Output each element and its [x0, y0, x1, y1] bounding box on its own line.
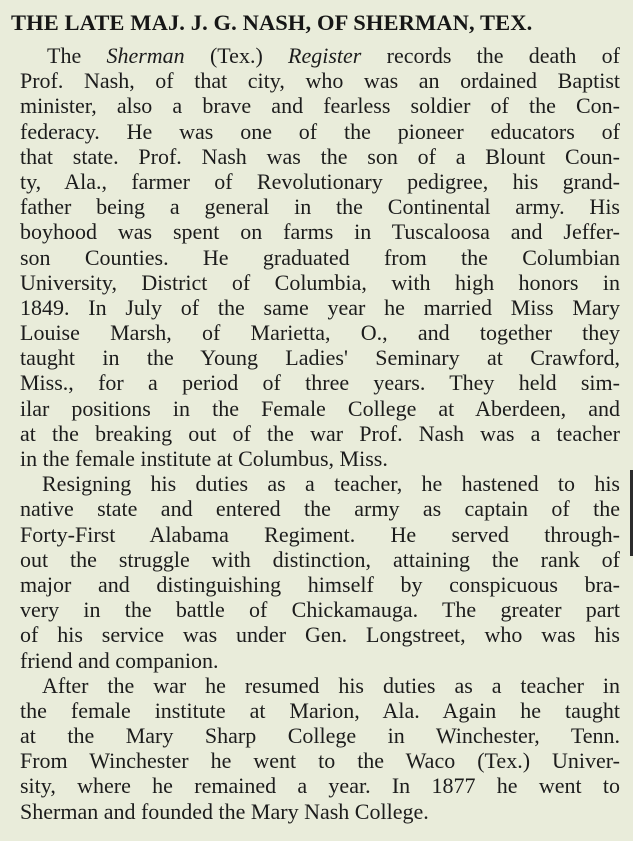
paragraph-line: the female institute at Marion, Ala. Again he taught — [20, 697, 620, 723]
paragraph-line: Resigning his duties as a teacher, he hastened to his — [42, 471, 620, 497]
paragraph-line: Sherman and founded the Mary Nash College. — [20, 798, 429, 824]
paragraph-line: minister, also a brave and fearless soldier of the Con- — [20, 93, 620, 119]
paragraph-line: father being a general in the Continental army. His — [20, 194, 620, 220]
paragraph-3 — [20, 673, 620, 824]
paragraph-line: University, District of Columbia, with high honors in — [20, 269, 620, 295]
paragraph-line: that state. Prof. Nash was the son of a Blount Coun- — [20, 143, 620, 169]
paragraph-line: Prof. Nash, of that city, who was an ordained Baptist — [20, 68, 620, 94]
paragraph-line: sity, where he remained a year. In 1877 he went to — [20, 773, 620, 799]
paragraph-line: 1849. In July of the same year he married Miss Mary — [20, 294, 620, 320]
paragraph-line: Louise Marsh, of Marietta, O., and together they — [20, 320, 620, 346]
paragraph-line: very in the battle of Chickamauga. The greater part — [20, 597, 620, 623]
newspaper-name-sherman: Sherman — [106, 43, 185, 68]
paragraph-line: taught in the Young Ladies' Seminary at Crawford, — [20, 345, 620, 371]
paragraph-line: The Sherman (Tex.) Register records the death of — [47, 43, 621, 68]
paragraph-line: of his service was under Gen. Longstreet, who was his — [20, 622, 620, 648]
paragraph-line: friend and companion. — [20, 647, 219, 673]
paragraph-line: son Counties. He graduated from the Columbian — [20, 244, 620, 270]
paragraph-line: federacy. He was one of the pioneer educators of — [20, 118, 620, 144]
paragraph-line: Forty-First Alabama Regiment. He served through- — [20, 521, 620, 547]
paragraph-line: native state and entered the army as captain of the — [20, 496, 620, 522]
article-body — [20, 43, 620, 824]
paragraph-1 — [20, 43, 620, 471]
paragraph-line: out the struggle with distinction, attaining the rank of — [20, 546, 620, 572]
paragraph-2 — [20, 471, 620, 673]
newspaper-name-register: Register — [288, 43, 362, 68]
paragraph-line: boyhood was spent on farms in Tuscaloosa and Jeffer- — [20, 219, 620, 245]
paragraph-line: From Winchester he went to the Waco (Tex.) Univer- — [20, 748, 620, 774]
paragraph-line: ilar positions in the Female College at Aberdeen, and — [20, 395, 620, 421]
paragraph-line: ty, Ala., farmer of Revolutionary pedigree, his grand- — [20, 168, 620, 194]
paragraph-line: Miss., for a period of three years. They held sim- — [20, 370, 620, 396]
paragraph-line: at the breaking out of the war Prof. Nash was a teacher — [20, 420, 620, 446]
paragraph-line: major and distinguishing himself by conspicuous bra- — [20, 571, 620, 597]
paragraph-line: After the war he resumed his duties as a teacher in — [42, 672, 620, 698]
article-title: THE LATE MAJ. J. G. NASH, OF SHERMAN, TEX. — [11, 10, 533, 35]
paragraph-line: at the Mary Sharp College in Winchester, Tenn. — [20, 723, 620, 749]
paragraph-line: in the female institute at Columbus, Miss. — [20, 446, 388, 471]
